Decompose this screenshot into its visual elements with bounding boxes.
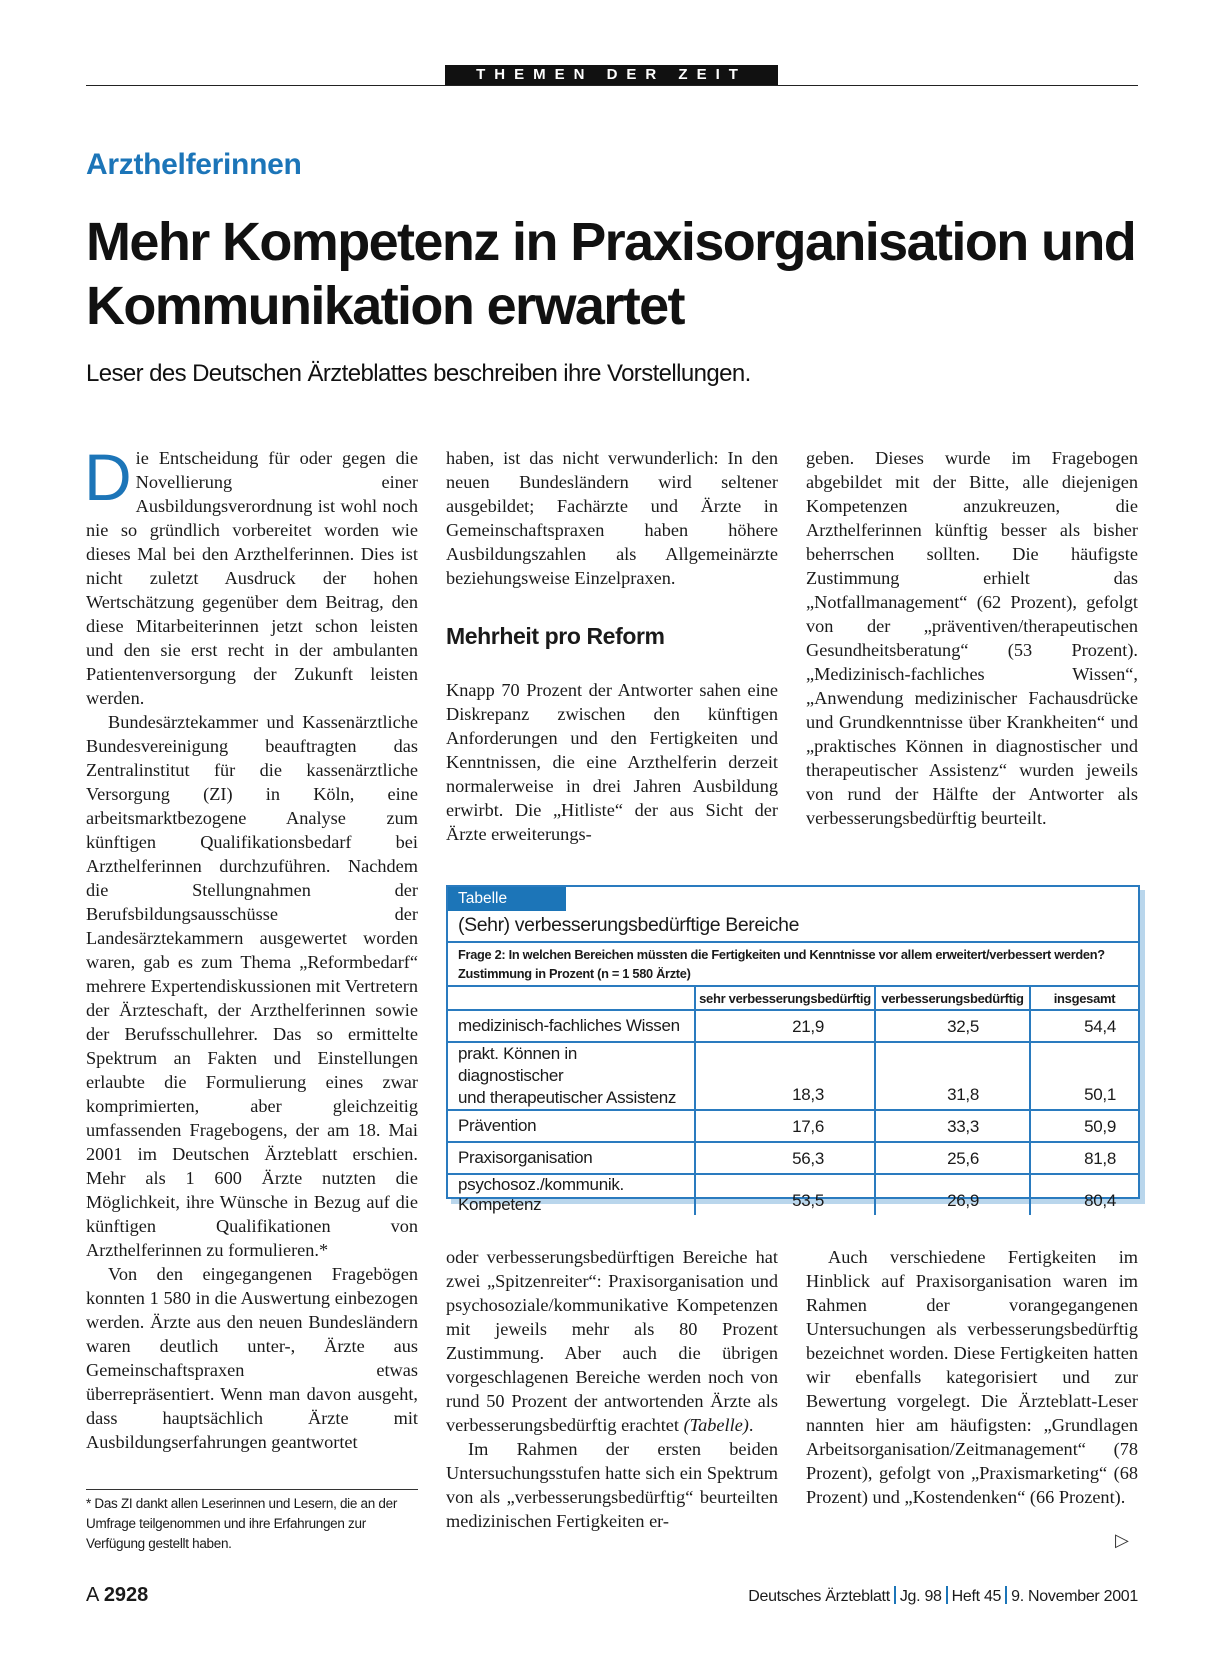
column-3-lower xyxy=(806,1245,1138,1509)
journal-date: 9. November 2001 xyxy=(1011,1588,1138,1605)
table-row-label: Prävention xyxy=(448,1110,695,1142)
section-label: THEMEN DER ZEIT xyxy=(445,65,778,85)
table-cell: 25,6 xyxy=(875,1142,1030,1174)
table-row-label xyxy=(448,1042,695,1110)
continue-arrow-icon: ▷ xyxy=(1115,1530,1129,1550)
section-subhead: Mehrheit pro Reform xyxy=(446,623,665,649)
table-row-label: Praxisorganisation xyxy=(448,1142,695,1174)
paragraph: haben, ist das nicht verwunderlich: In den neuen Bundesländern wird seltener ausgebildet; Fachärzte und Ärzte in Gemeinschaftspraxen haben höhere Ausbildungszahlen als Allgemeinärzte beziehungsweise Einzelpraxen. xyxy=(446,448,778,588)
column-1 xyxy=(84,440,418,1454)
footnote: * Das ZI dankt allen Leserinnen und Lesern, die an der Umfrage teilgenommen und ihre Erfahrungen zur Verfügung gestellt haben. xyxy=(86,1496,398,1551)
table-cell: 54,4 xyxy=(1030,1010,1138,1042)
column-2 xyxy=(446,446,778,846)
table-tag: Tabelle xyxy=(448,887,566,911)
table-cell: 81,8 xyxy=(1030,1142,1138,1174)
page-number-value: 2928 xyxy=(103,1584,149,1606)
table-header: verbesserungsbedürftig xyxy=(875,986,1030,1010)
table-cell: 26,9 xyxy=(875,1174,1030,1215)
paragraph: Knapp 70 Prozent der Antworter sahen eine Diskrepanz zwischen den künftigen Anforderungen und den Fertigkeiten und Kenntnissen, die eine Arzthelferin derzeit normalerweise in drei Jahren Ausbildung erwirbt. Die „Hitliste“ der aus Sicht der Ärzte erweiterungs- xyxy=(446,680,778,844)
paragraph: Im Rahmen der ersten beiden Untersuchungsstufen hatte sich ein Spektrum von als „verbesserungsbedürftig“ beurteilten medizinischen Fertigkeiten er- xyxy=(446,1439,778,1531)
page-number xyxy=(86,1584,148,1607)
column-2-lower xyxy=(446,1245,778,1533)
table-row xyxy=(448,1142,1138,1174)
table-cell: 50,1 xyxy=(1030,1042,1138,1110)
table-cell: 53,5 xyxy=(695,1174,875,1215)
paragraph-text: . xyxy=(748,1415,754,1435)
article-kicker: Arzthelferinnen xyxy=(86,148,302,181)
table-header: insgesamt xyxy=(1030,986,1138,1010)
table-question-line: Zustimmung in Prozent (n = 1 580 Ärzte) xyxy=(458,966,691,981)
table-cell: 17,6 xyxy=(695,1110,875,1142)
table-row-label-line: prakt. Können in diagnostischer xyxy=(458,1044,578,1085)
page-prefix: A xyxy=(86,1584,99,1606)
footer-separator xyxy=(1005,1586,1007,1604)
table-row xyxy=(448,1110,1138,1142)
table-title-rule xyxy=(448,941,1138,943)
paragraph: Bundesärztekammer und Kassenärztliche Bundesvereinigung beauftragten das Zentralinstitut für die kassenärztliche Versorgung (ZI) in Köln, eine arbeitsmarktbezogene Analyse zum künftigen Qualifikationsbedarf bei Arzthelferinnen durchzuführen. Nachdem die Stellungnahmen der Berufsbildungsausschüsse der Landesärztekammern ausgewertet worden waren, gab es zum Thema „Reformbedarf“ mehrere Expertendiskussionen mit Vertretern der Ärzteschaft, der Arzthelferinnen sowie der Berufsschullehrer. Das so ermittelte Spektrum an Fakten und Einstellungen erlaubte die Formulierung eines zwar komprimierten, aber gleichzeitig umfassenden Fragebogens, der am 18. Mai 2001 im Deutschen Ärzteblatt erschien. Mehr als 1 600 Ärzte nutzten die Möglichkeit, ihre Wünsche in Bezug auf die künftigen Qualifikationen von Arzthelferinnen zu formulieren.* xyxy=(86,712,418,1260)
article-subline: Leser des Deutschen Ärzteblattes beschreiben ihre Vorstellungen. xyxy=(86,360,751,387)
data-table xyxy=(446,885,1140,1214)
table-cell: 80,4 xyxy=(1030,1174,1138,1215)
footer-separator xyxy=(894,1586,896,1604)
table-row xyxy=(448,1010,1138,1042)
table-cell: 56,3 xyxy=(695,1142,875,1174)
table-question-line: Frage 2: In welchen Bereichen müssten die Fertigkeiten und Kenntnisse vor allem erweitert/verbessert werden? xyxy=(458,947,1105,962)
table-row xyxy=(448,1042,1138,1110)
paragraph-text: oder verbesserungsbedürftigen Bereiche hat zwei „Spitzenreiter“: Praxisorganisation und psychosoziale/kommunikative Kompetenzen mit jeweils mehr als 80 Prozent Zustimmung. Aber auch die übrigen vorgeschlagenen Bereiche werden noch von rund 50 Prozent der antwortenden Ärzte als verbesserungsbedürftig erachtet xyxy=(446,1247,778,1435)
header-rule xyxy=(86,85,1138,86)
journal-issue: Heft 45 xyxy=(951,1588,1002,1605)
table-row-label: medizinisch-fachliches Wissen xyxy=(448,1010,695,1042)
table-reference: (Tabelle) xyxy=(683,1415,749,1435)
paragraph-text: ie Entscheidung für oder gegen die Novellierung einer Ausbildungsverordnung ist wohl noch nie so gründlich vorbereitet worden wie dieses Mal bei den Arzthelferinnen. Dies ist nicht zuletzt Ausdruck der hohen Wertschätzung gegenüber dem Beitrag, den diese Mitarbeiterinnen jetzt schon leisten und den sie erst recht in der ambulanten Patientenversorgung der Zukunft leisten werden. xyxy=(86,448,418,708)
table-row xyxy=(448,1174,1138,1215)
article-headline: Mehr Kompetenz in Praxisorganisation und Kommunikation erwartet xyxy=(86,212,1136,336)
journal-volume: Jg. 98 xyxy=(899,1588,942,1605)
drop-cap: D xyxy=(84,440,132,514)
table-question xyxy=(458,945,1128,983)
footer-separator xyxy=(946,1586,948,1604)
column-3 xyxy=(806,446,1138,830)
table-grid xyxy=(448,985,1138,1215)
journal-name: Deutsches Ärzteblatt xyxy=(748,1588,890,1605)
table-row-label-line: und therapeutischer Assistenz xyxy=(458,1088,677,1107)
paragraph xyxy=(446,1245,778,1437)
table-cell: 50,9 xyxy=(1030,1110,1138,1142)
paragraph: Von den eingegangenen Fragebögen konnten 1 580 in die Auswertung einbezogen werden. Ärzte aus den neuen Bundesländern waren deutlich unter-, Ärzte aus Gemeinschaftspraxen etwas überrepräsentiert. Wenn man davon ausgeht, dass hauptsächlich Ärzte mit Ausbildungserfahrungen geantwortet xyxy=(86,1264,418,1452)
journal-footer xyxy=(748,1586,1138,1606)
table-cell: 33,3 xyxy=(875,1110,1030,1142)
table-cell: 21,9 xyxy=(695,1010,875,1042)
footnote-rule xyxy=(86,1489,418,1490)
table-row-label: psychosoz./kommunik. Kompetenz xyxy=(448,1174,695,1215)
paragraph xyxy=(84,440,418,710)
paragraph: geben. Dieses wurde im Fragebogen abgebildet mit der Bitte, alle diejenigen Kompetenzen anzukreuzen, die Arzthelferinnen künftig besser als bisher beherrschen sollten. Die häufigste Zustimmung erhielt das „Notfallmanagement“ (62 Prozent), gefolgt von der „präventiven/therapeutischen Gesundheitsberatung“ (53 Prozent). „Medizinisch-fachliches Wissen“, „Anwendung medizinischer Fachausdrücke und Grundkenntnisse über Krankheiten“ und „praktisches Können in diagnostischer und therapeutischer Assistenz“ wurden jeweils von rund der Hälfte der Antworter als verbesserungsbedürftig beurteilt. xyxy=(806,448,1138,828)
table-header: sehr verbesserungsbedürftig xyxy=(695,986,875,1010)
table-header-empty xyxy=(448,986,695,1010)
paragraph: Auch verschiedene Fertigkeiten im Hinblick auf Praxisorganisation waren im Rahmen der vorangegangenen Untersuchungen als verbesserungsbedürftig bezeichnet worden. Diese Fertigkeiten hatten wir ebenfalls kategorisiert und zur Bewertung vorgelegt. Die Ärzteblatt-Leser nannten hier am häufigsten: „Grundlagen Arbeitsorganisation/Zeitmanagement“ (78 Prozent), gefolgt von „Praxismarketing“ (68 Prozent) und „Kostendenken“ (66 Prozent). xyxy=(806,1247,1138,1507)
table-cell: 31,8 xyxy=(875,1042,1030,1110)
table-title: (Sehr) verbesserungsbedürftige Bereiche xyxy=(458,914,800,936)
table-header-row xyxy=(448,986,1138,1010)
table-cell: 32,5 xyxy=(875,1010,1030,1042)
table-cell: 18,3 xyxy=(695,1042,875,1110)
